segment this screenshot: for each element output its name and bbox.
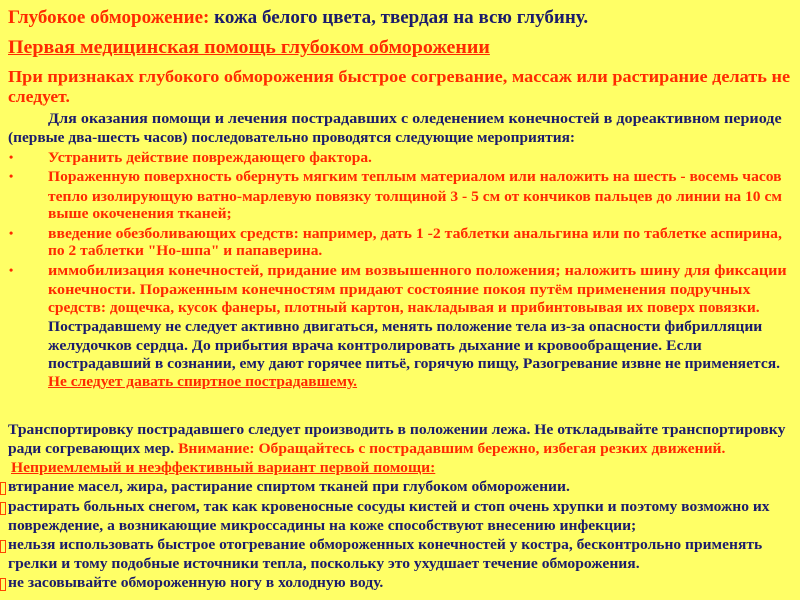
- title-text: кожа белого цвета, твердая на всю глубину.: [209, 7, 589, 28]
- bullet-line: выше окоченения тканей;: [48, 206, 232, 222]
- warning-line: При признаках глубокого обморожения быстрое согревание, массаж или растирание делать не: [8, 67, 791, 86]
- bullet-line: по 2 таблетки "Но-шпа" и папаверина.: [48, 243, 323, 259]
- unacceptable-line: не засовывайте обмороженную ногу в холодную воду.: [8, 575, 384, 591]
- square-bullet-icon: [0, 482, 6, 495]
- bullet-line: средств: дощечка, кусок фанеры, плотный картон, накладывая и прибинтовывая их поверх повязки.: [48, 300, 760, 316]
- transport-text: ради согревающих мер.: [8, 441, 175, 457]
- intro-line: Для оказания помощи и лечения пострадавших с оледенением конечностей в дореактивном периоде: [48, 111, 782, 127]
- intro-line: (первые два-шесть часов) последовательно проводятся следующие мероприятия:: [8, 130, 576, 146]
- transport-line: Транспортировку пострадавшего следует производить в положении лежа. Не откладывайте транспортировку: [8, 422, 786, 438]
- slide-title: [8, 7, 588, 29]
- bullet-icon: •: [9, 169, 14, 183]
- square-bullet-icon: [0, 540, 6, 553]
- unacceptable-line: повреждение, а возникающие микроссадины на коже способствуют внесению инфекции;: [8, 518, 637, 534]
- warning-line: следует.: [8, 87, 70, 106]
- unacceptable-line: нельзя использовать быстрое отогревание обмороженных конечностей у костра, бесконтрольно применять: [8, 537, 763, 553]
- patient-note-line: пострадавший в сознании, ему дают горячее питьё, горячую пищу, Разогревание извне не применяется.: [48, 356, 781, 372]
- section-heading: Первая медицинская помощь глубоком обморожении: [8, 37, 490, 58]
- title-label: Глубокое обморожение:: [8, 7, 210, 28]
- patient-note-line: Пострадавшему не следует активно двигаться, менять положение тела из-за опасности фибрилляции: [48, 319, 763, 335]
- bullet-line: Устранить действие повреждающего фактора.: [48, 150, 372, 166]
- bullet-icon: •: [9, 150, 14, 164]
- unacceptable-line: растирать больных снегом, так как кровеносные сосуды кистей и стоп очень хрупки и поэтому возможно их: [8, 499, 770, 515]
- bullet-icon: •: [9, 263, 14, 277]
- transport-line: [8, 440, 725, 458]
- bullet-line: Пораженную поверхность обернуть мягким теплым материалом или наложить на шесть - восемь часов: [48, 169, 782, 185]
- patient-note-line: желудочков сердца. До прибытия врача контролировать дыхание и кровообращение. Если: [48, 338, 702, 354]
- unacceptable-line: грелки и тому подобные источники тепла, поскольку это ухудшает течение обморожения.: [8, 556, 640, 572]
- attention-text: Внимание: Обращайтесь с пострадавшим бережно, избегая резких движений.: [174, 441, 726, 457]
- bullet-line: тепло изолирующую ватно-марлевую повязку толщиной 3 - 5 см от кончиков пальцев до линии на 10 см: [48, 189, 782, 205]
- unacceptable-line: втирание масел, жира, растирание спиртом тканей при глубоком обморожении.: [8, 479, 570, 495]
- bullet-line: конечности. Пораженным конечностям придают состояние покоя путём применения подручных: [48, 282, 751, 298]
- square-bullet-icon: [0, 578, 6, 591]
- square-bullet-icon: [0, 502, 6, 515]
- bullet-icon: •: [9, 226, 14, 240]
- no-alcohol-note: Не следует давать спиртное пострадавшему.: [48, 374, 358, 390]
- bullet-line: введение обезболивающих средств: например, дать 1 -2 таблетки анальгина или по таблетке аспирина,: [48, 226, 782, 242]
- unacceptable-heading: Неприемлемый и неэффективный вариант первой помощи:: [11, 460, 436, 476]
- bullet-line: иммобилизация конечностей, придание им возвышенного положения; наложить шину для фиксации: [48, 263, 787, 279]
